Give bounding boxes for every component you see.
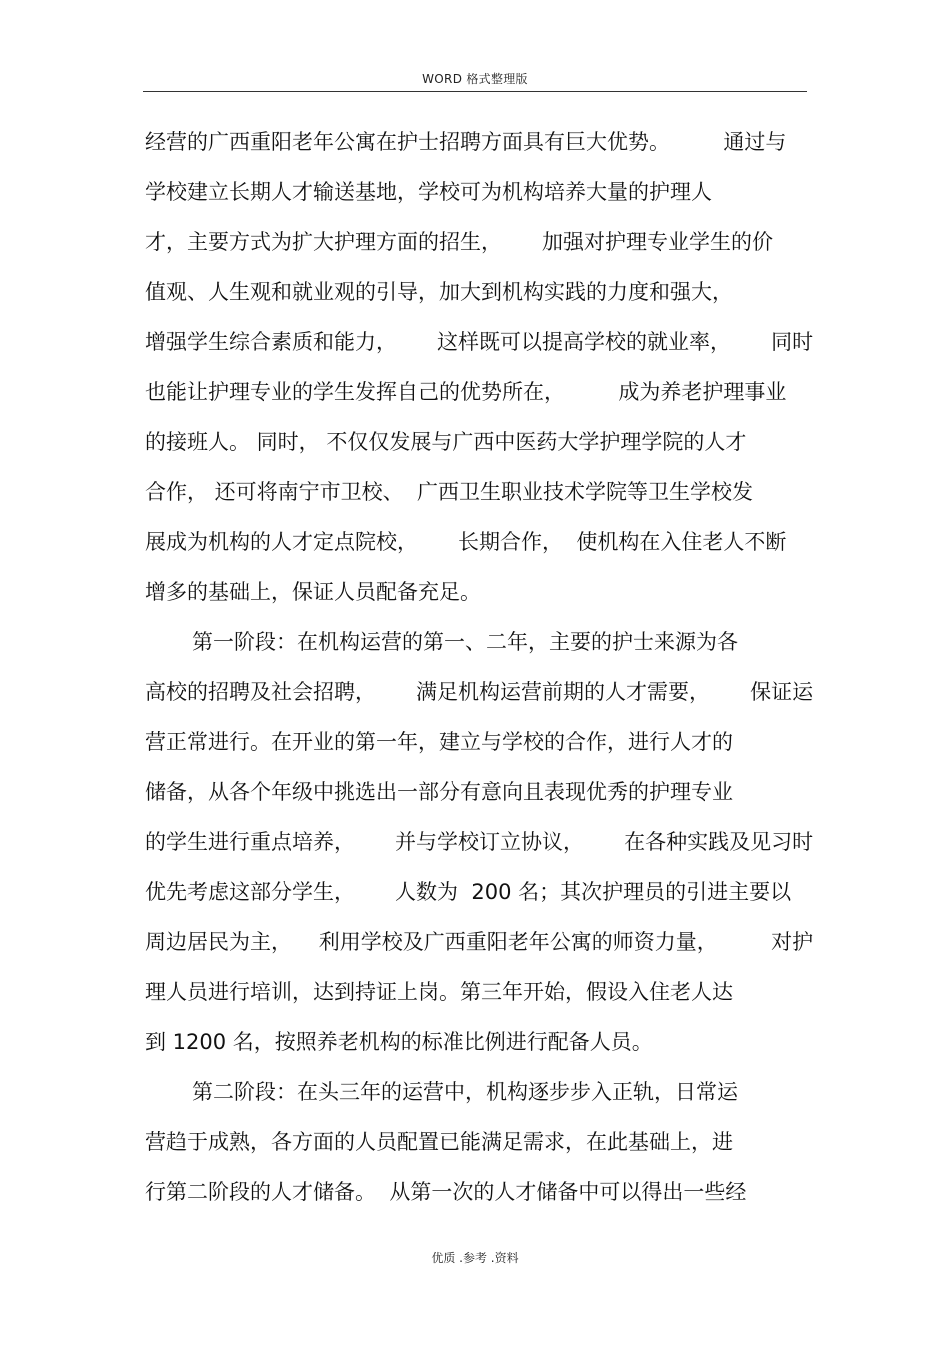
text-line: 合作， 还可将南宁市卫校、 广西卫生职业技术学院等卫生学校发 — [145, 480, 754, 504]
text-line: 营趋于成熟，各方面的人员配置已能满足需求，在此基础上，进 — [145, 1130, 733, 1154]
text-line: 行第二阶段的人才储备。 从第一次的人才储备中可以得出一些经 — [145, 1180, 747, 1204]
text-line: 优先考虑这部分学生， 人数为 200 名；其次护理员的引进主要以 — [145, 880, 792, 904]
text-line: 值观、人生观和就业观的引导，加大到机构实践的力度和强大， — [145, 280, 733, 304]
page-header: WORD 格式整理版 — [422, 72, 528, 86]
text-line: 学校建立长期人才输送基地，学校可为机构培养大量的护理人 — [145, 180, 712, 204]
text-line: 周边居民为主， 利用学校及广西重阳老年公寓的师资力量， 对护 — [145, 930, 814, 954]
text-line: 理人员进行培训，达到持证上岗。第三年开始，假设入住老人达 — [145, 980, 733, 1004]
document-body — [145, 122, 814, 1222]
text-line: 高校的招聘及社会招聘， 满足机构运营前期的人才需要， 保证运 — [145, 680, 814, 704]
text-line: 才，主要方式为扩大护理方面的招生， 加强对护理专业学生的价 — [145, 230, 774, 254]
paragraph-first-line: 第二阶段：在头三年的运营中，机构逐步步入正轨，日常运 — [192, 1080, 738, 1104]
text-line: 储备，从各个年级中挑选出一部分有意向且表现优秀的护理专业 — [145, 780, 733, 804]
text-line: 营正常进行。在开业的第一年，建立与学校的合作，进行人才的 — [145, 730, 733, 754]
text-line: 到 1200 名，按照养老机构的标准比例进行配备人员。 — [145, 1030, 653, 1054]
header-divider — [143, 91, 807, 92]
text-line: 的接班人。 同时， 不仅仅发展与广西中医药大学护理学院的人才 — [145, 430, 747, 454]
text-line: 展成为机构的人才定点院校， 长期合作， 使机构在入住老人不断 — [145, 530, 787, 554]
text-line: 增强学生综合素质和能力， 这样既可以提高学校的就业率， 同时 — [145, 330, 814, 354]
text-line: 的学生进行重点培养， 并与学校订立协议， 在各种实践及见习时 — [145, 830, 814, 854]
text-line: 经营的广西重阳老年公寓在护士招聘方面具有巨大优势。 通过与 — [145, 130, 787, 154]
text-line: 增多的基础上，保证人员配备充足。 — [145, 580, 481, 604]
text-line: 也能让护理专业的学生发挥自己的优势所在， 成为养老护理事业 — [145, 380, 787, 404]
paragraph-first-line: 第一阶段：在机构运营的第一、二年，主要的护士来源为各 — [192, 630, 738, 654]
page-footer: 优质 .参考 .资料 — [431, 1251, 519, 1265]
